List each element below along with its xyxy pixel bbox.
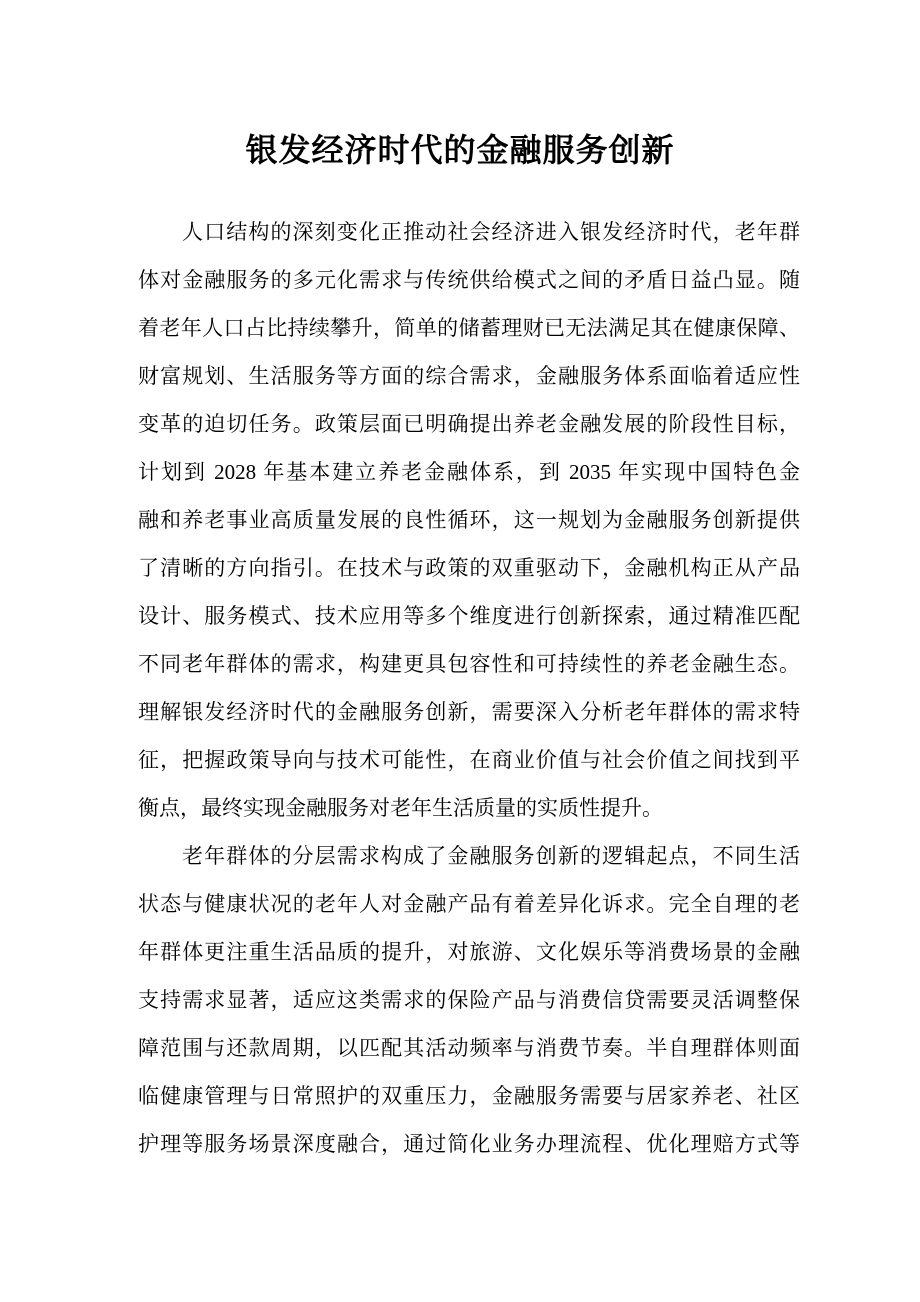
text-line: 理解银发经济时代的金融服务创新，需要深入分析老年群体的需求特 (138, 700, 800, 724)
text-line: 衡点，最终实现金融服务对老年生活质量的实质性提升。 (138, 796, 663, 820)
text-line: 临健康管理与日常照护的双重压力，金融服务需要与居家养老、社区 (138, 1084, 800, 1108)
text-line: 人口结构的深刻变化正推动社会经济进入银发经济时代，老年群 (182, 220, 800, 244)
text-line: 障范围与还款周期，以匹配其活动频率与消费节奏。半自理群体则面 (138, 1036, 800, 1060)
text-line: 融和养老事业高质量发展的良性循环，这一规划为金融服务创新提供 (138, 508, 800, 532)
text-line: 不同老年群体的需求，构建更具包容性和可持续性的养老金融生态。 (138, 652, 800, 676)
text-line: 体对金融服务的多元化需求与传统供给模式之间的矛盾日益凸显。随 (138, 268, 800, 292)
text-line: 征，把握政策导向与技术可能性，在商业价值与社会价值之间找到平 (138, 748, 800, 772)
text-line: 护理等服务场景深度融合，通过简化业务办理流程、优化理赔方式等 (138, 1132, 800, 1156)
paragraph-1 (138, 208, 800, 832)
text-line: 支持需求显著，适应这类需求的保险产品与消费信贷需要灵活调整保 (138, 988, 800, 1012)
text-line: 状态与健康状况的老年人对金融产品有着差异化诉求。完全自理的老 (138, 892, 800, 916)
text-line: 了清晰的方向指引。在技术与政策的双重驱动下，金融机构正从产品 (138, 556, 800, 580)
document-title: 银发经济时代的金融服务创新 (245, 132, 675, 168)
text-line: 老年群体的分层需求构成了金融服务创新的逻辑起点，不同生活 (182, 844, 800, 868)
text-line: 着老年人口占比持续攀升，简单的储蓄理财已无法满足其在健康保障、 (138, 316, 800, 340)
text-line: 年群体更注重生活品质的提升，对旅游、文化娱乐等消费场景的金融 (138, 940, 800, 964)
text-line: 计划到 2028 年基本建立养老金融体系，到 2035 年实现中国特色金 (138, 460, 800, 484)
paragraph-2 (138, 832, 800, 1168)
text-line: 财富规划、生活服务等方面的综合需求，金融服务体系面临着适应性 (138, 364, 800, 388)
text-line: 变革的迫切任务。政策层面已明确提出养老金融发展的阶段性目标， (138, 412, 800, 436)
document-body (138, 208, 800, 1168)
text-line: 设计、服务模式、技术应用等多个维度进行创新探索，通过精准匹配 (138, 604, 800, 628)
